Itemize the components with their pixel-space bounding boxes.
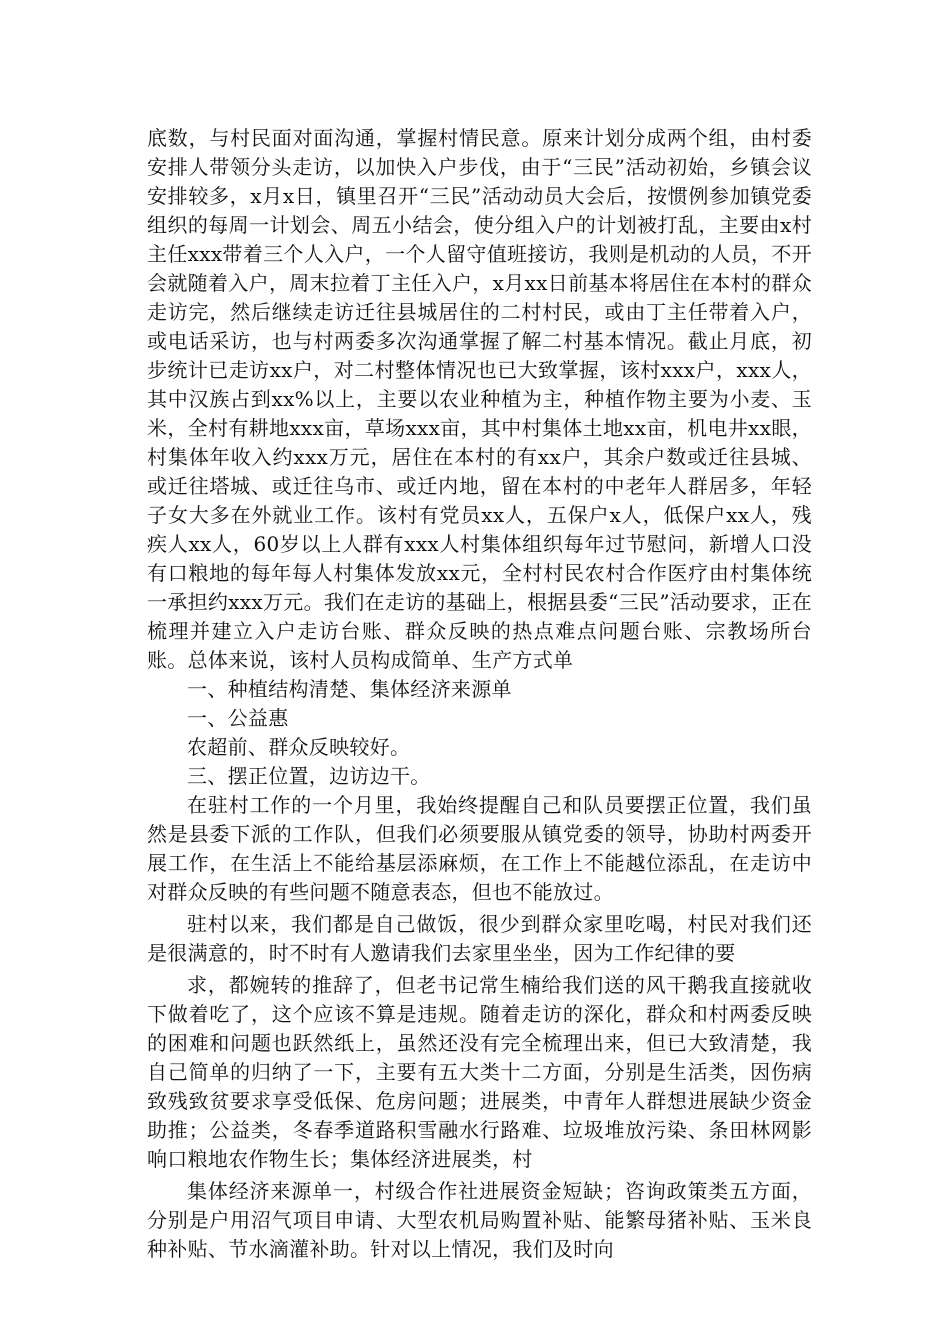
body-paragraph: 在驻村工作的一个月里，我始终提醒自己和队员要摆正位置，我们虽然是县委下派的工作队，但我们必须要服从镇党委的领导，协助村两委开展工作，在生活上不能给基层添麻烦，在工作上不能越位添乱，在走访中对群众反映的有些问题不随意表态，但也不能放过。	[147, 793, 812, 904]
heading-position: 三、摆正位置，边访边干。	[187, 764, 431, 788]
body-paragraph: 求，都婉转的推辞了，但老书记常生楠给我们送的风干鹅我直接就收下做着吃了，这个应该不算是违规。随着走访的深化，群众和村两委反映的困难和问题也跃然纸上，虽然还没有完全梳理出来，但已大致清楚，我自己简单的归纳了一下，主要有五大类十二方面，分别是生活类，因伤病致残致贫要求享受低保、危房问题；进展类，中青年人群想进展缺少资金助推；公益类，冬春季道路积雪融水行路难、垃圾堆放污染、条田林网影响口粮地农作物生长；集体经济进展类，村	[147, 973, 812, 1171]
heading-planting-structure: 一、种植结构清楚、集体经济来源单	[187, 677, 512, 701]
body-paragraph: 农超前、群众反映较好。	[187, 735, 411, 759]
body-paragraph: 底数，与村民面对面沟通，掌握村情民意。原来计划分成两个组，由村委安排人带领分头走访，以加快入户步伐，由于“三民”活动初始，乡镇会议安排较多，x月x日，镇里召开“三民”活动动员大会后，按惯例参加镇党委组织的每周一计划会、周五小结会，使分组入户的计划被打乱，主要由x村主任xxx带着三个人入户，一个人留守值班接访，我则是机动的人员，不开会就随着入户，周末拉着丁主任入户，x月xx日前基本将居住在本村的群众走访完，然后继续走访迁往县城居住的二村村民，或由丁主任带着入户，或电话采访，也与村两委多次沟通掌握了解二村基本情况。截止月底，初步统计已走访xx户，对二村整体情况也已大致掌握，该村xxx户，xxx人，其中汉族占到xx%以上，主要以农业种植为主，种植作物主要为小麦、玉米，全村有耕地xxx亩，草场xxx亩，其中村集体土地xx亩，机电井xx眼，村集体年收入约xxx万元，居住在本村的有xx户，其余户数或迁往县城、或迁往塔城、或迁往乌市、或迁内地，留在本村的中老年人群居多，年轻子女大多在外就业工作。该村有党员xx人，五保户x人，低保户xx人，残疾人xx人，60岁以上人群有xxx人村集体组织每年过节慰问，新增人口没有口粮地的每年每人村集体发放xx元，全村村民农村合作医疗由村集体统一承担约xxx万元。我们在走访的基础上，根据县委“三民”活动要求，正在梳理并建立入户走访台账、群众反映的热点难点问题台账、宗教场所台账。总体来说，该村人员构成简单、生产方式单	[147, 126, 812, 672]
heading-public-benefit: 一、公益惠	[187, 706, 289, 730]
body-paragraph: 驻村以来，我们都是自己做饭，很少到群众家里吃喝，村民对我们还是很满意的，时不时有人邀请我们去家里坐坐，因为工作纪律的要	[147, 912, 812, 965]
document-page	[147, 124, 812, 1264]
body-paragraph: 集体经济来源单一，村级合作社进展资金短缺；咨询政策类五方面，分别是户用沼气项目申请、大型农机局购置补贴、能繁母猪补贴、玉米良种补贴、节水滴灌补助。针对以上情况，我们及时向	[147, 1179, 812, 1261]
